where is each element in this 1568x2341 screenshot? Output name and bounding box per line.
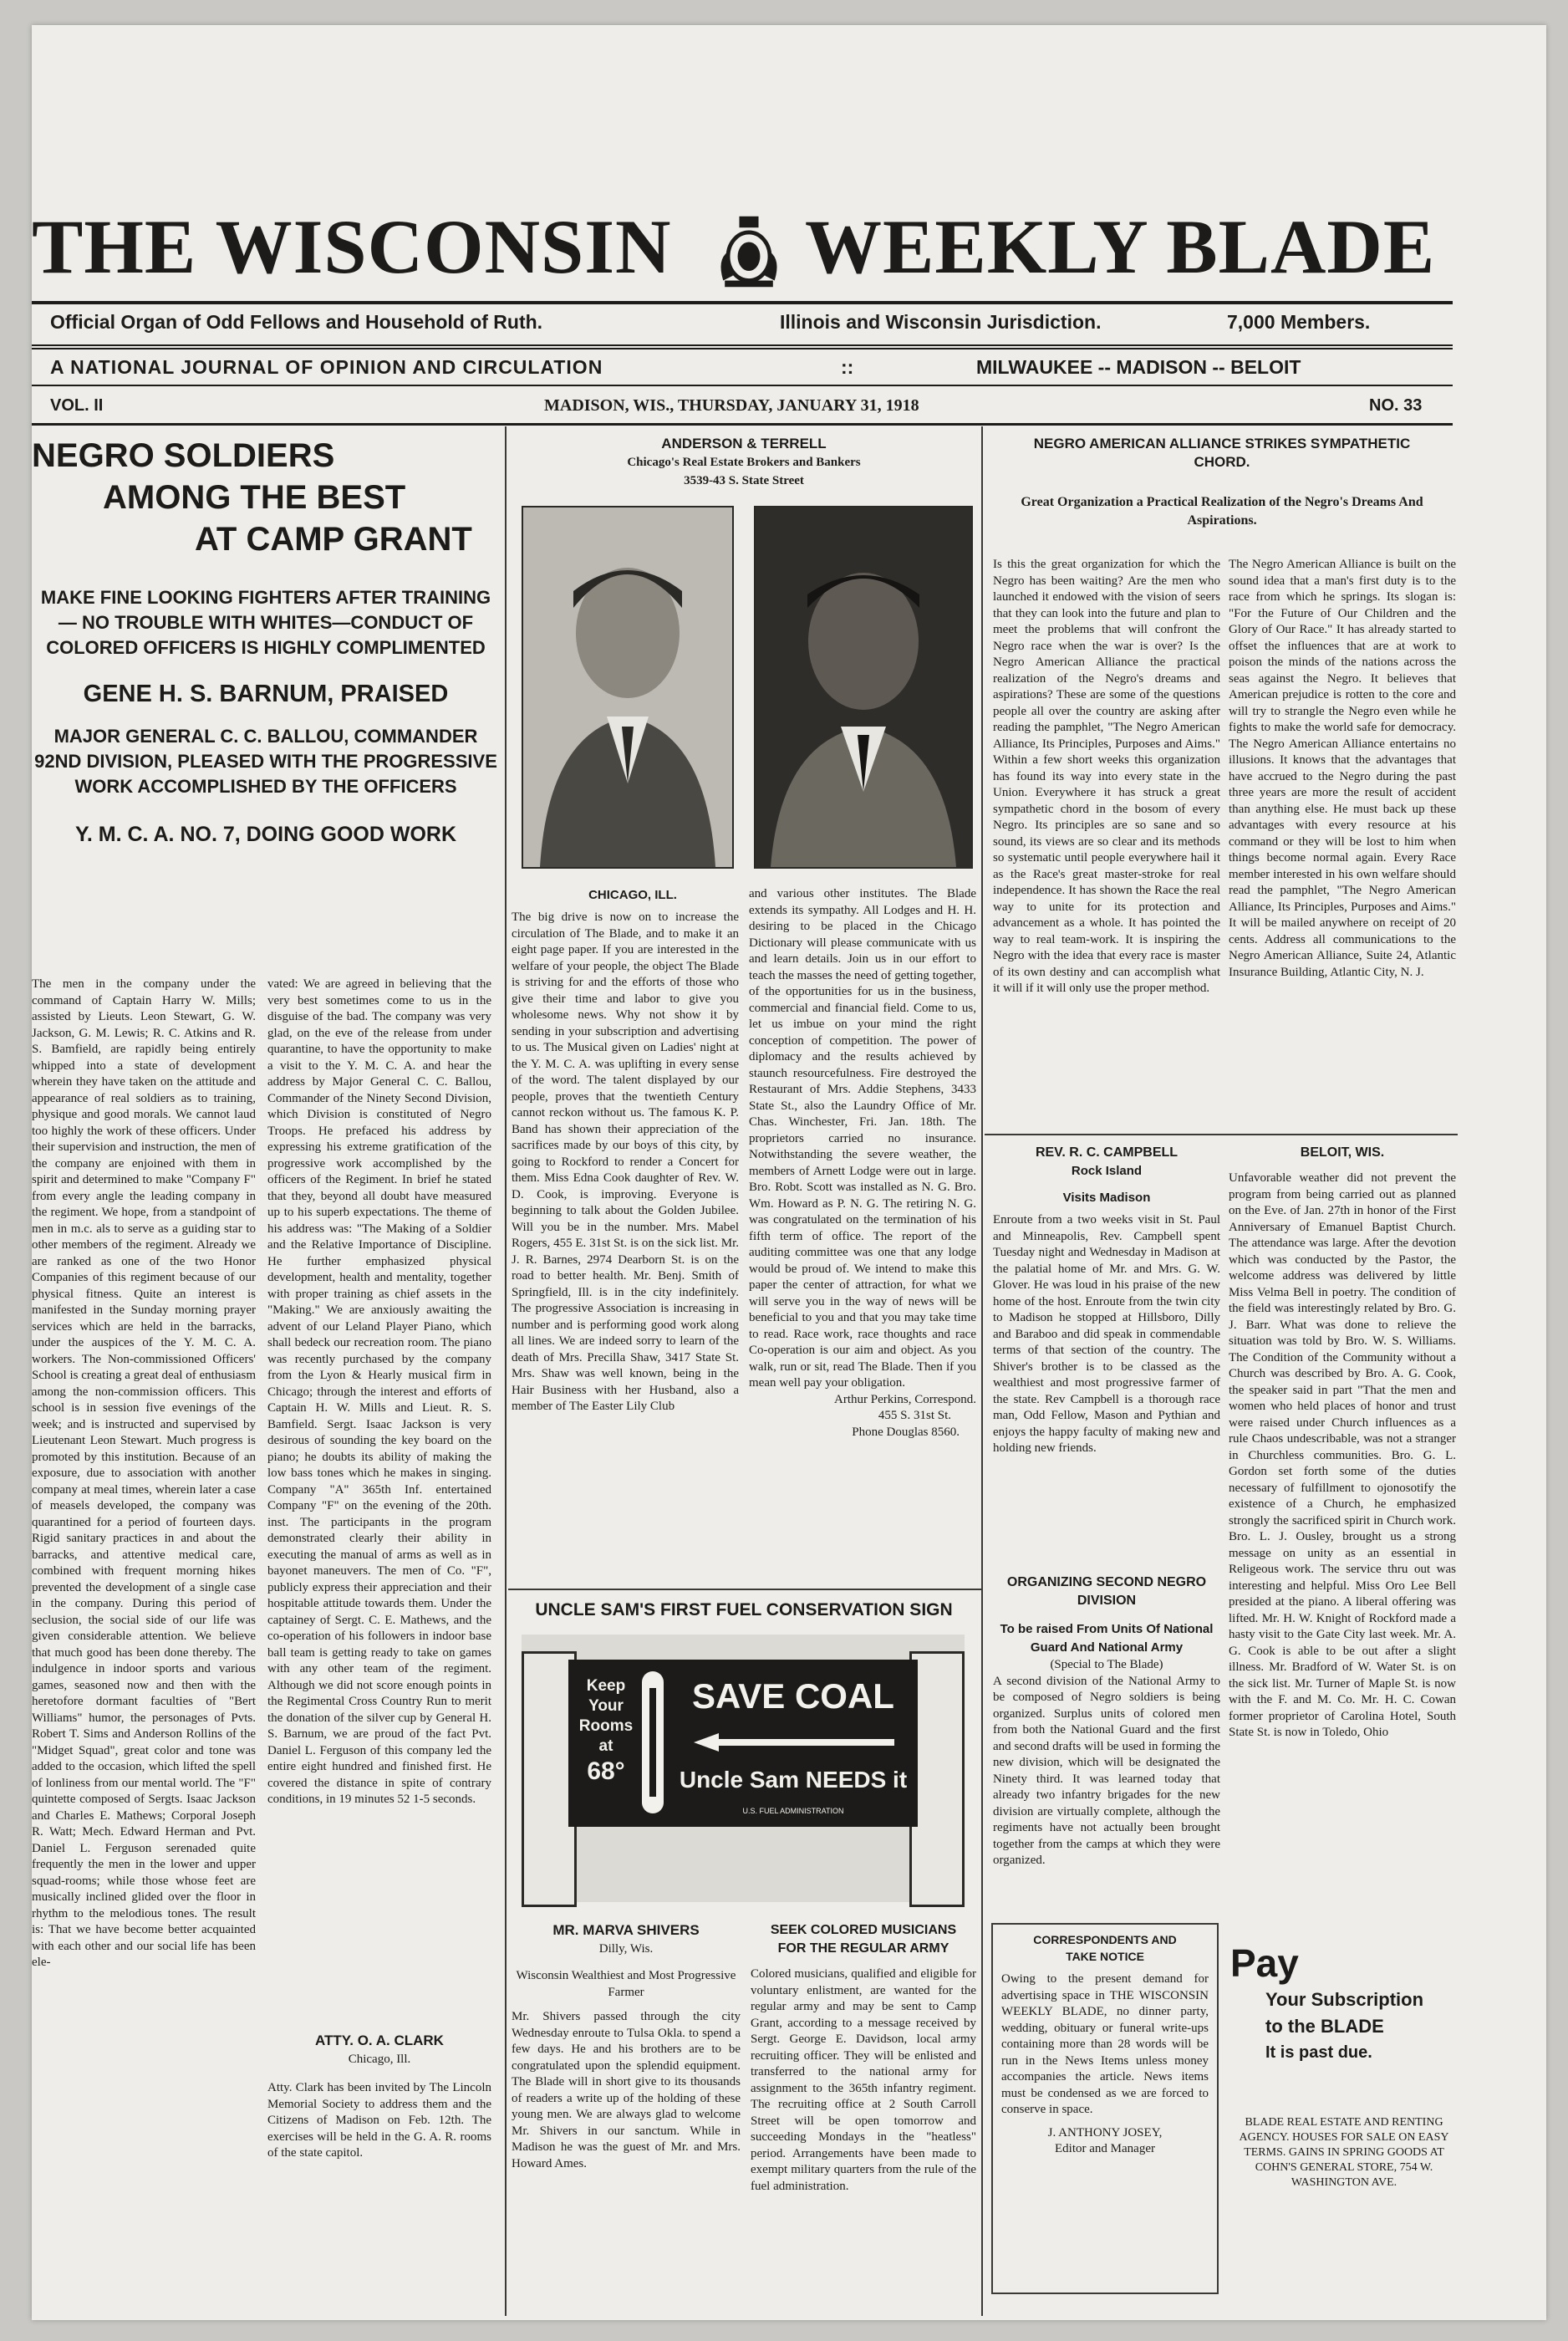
correspondent-name: Arthur Perkins, Correspond. <box>834 1392 976 1406</box>
pay-word: Pay <box>1230 1941 1299 1985</box>
fuel-sign-title-box <box>512 1597 976 1630</box>
dateline: MADISON, WIS., THURSDAY, JANUARY 31, 1918 <box>544 396 919 415</box>
ad-line-1: Chicago's Real Estate Brokers and Bankers <box>627 456 861 469</box>
keep-word: Keep <box>586 1677 626 1695</box>
correspondents-notice-box <box>991 1923 1219 2294</box>
header-members: 7,000 Members. <box>1227 311 1371 333</box>
masthead-title-right: WEEKLY BLADE <box>805 204 1436 289</box>
clark-headline: ATTY. O. A. CLARK <box>315 2032 444 2048</box>
fuel-sign <box>522 1635 965 1902</box>
portrait-photo-right <box>754 506 973 869</box>
ad-caption <box>512 886 754 906</box>
temperature-value: 68° <box>587 1757 625 1785</box>
lead-story-column-1 <box>32 977 256 2314</box>
sign-board <box>568 1660 918 1827</box>
campbell-article <box>993 1144 1220 1570</box>
lead-deck-1: MAKE FINE LOOKING FIGHTERS AFTER TRAINING — NO TROUBLE WITH WHITES—CONDUCT OF COLORED OFFICERS IS HIGHLY COMPLIMENTED <box>40 587 491 658</box>
alliance-deck: Great Organization a Practical Realization of the Negro's Dreams And Aspirations. <box>1021 495 1423 528</box>
at-word: at <box>598 1737 613 1755</box>
campbell-subhead-visit: Visits Madison <box>1062 1191 1151 1205</box>
fuel-sign-title: UNCLE SAM'S FIRST FUEL CONSERVATION SIGN <box>535 1600 953 1619</box>
header-rule <box>32 385 1453 386</box>
classified-text: BLADE REAL ESTATE AND RENTING AGENCY. HOUSES FOR SALE ON EASY TERMS. GAINS IN SPRING GOODS AT COHN'S GENERAL STORE, 754 W. WASHINGTON AVE. <box>1239 2116 1449 2189</box>
musicians-headline-1: SEEK COLORED MUSICIANS <box>770 1923 957 1937</box>
shivers-lede: Wisconsin Wealthiest and Most Progressive Farmer <box>516 1969 736 1999</box>
lead-headline-line-1: NEGRO SOLDIERS <box>32 437 335 474</box>
header-rule <box>32 344 1453 346</box>
pay-subscription-notice <box>1224 1940 1466 2107</box>
beloit-article <box>1229 1144 1456 1938</box>
classified-ad <box>1235 2115 1453 2216</box>
division-text: A second division of the National Army to be composed of Negro soldiers is being organized. Surplus units of colored men from both the National Guard and the first and second drafts will be used in forming the new division, which will be designated the Ninety third. It was learned today that already two infantry brigades for the new division are virtually complete, although the regiments have not actually been brought together from the camps at which they were organized. <box>993 1674 1220 1867</box>
campbell-subhead: Rock Island <box>1071 1164 1143 1178</box>
section-rule <box>985 1134 1458 1135</box>
lead-headline-line-3: AT CAMP GRANT <box>195 521 472 558</box>
uncle-sam-needs-text: Uncle Sam NEEDS it <box>679 1767 908 1793</box>
alliance-deck-box <box>988 493 1456 543</box>
editor-title: Editor and Manager <box>1055 2142 1155 2155</box>
correspondent-phone: Phone Douglas 8560. <box>852 1425 960 1439</box>
correspondent-address: 455 S. 31st St. <box>878 1409 951 1422</box>
header-separator: :: <box>841 356 854 378</box>
news-notes-text: and various other institutes. The Blade extends its sympathy. All Lodges and H. H. desiring to be placed in the Chicago Dictionary will please communicate with us and learn details. Join us in our effort to teach the masses the need of getting together, of the opportunities for us in the business, commercial and financial field. Come to us, let us imbue on your mind the right conception of competition. The power of diplomacy and the results achieved by staunch resourcefulness. Fire destroyed the Restaurant of Mrs. Addie Stephens, 3433 State St., also the Laundry Office of Mr. Chas. Winchester, Fri. Jan. 18th. The proprietors carried no insurance. Notwithstanding the severe weather, the members of Arnett Lodge were out in large. Bro. Robt. Scott was installed as N. G. Bro. Wm. Howard as P. N. G. The retiring N. G. was congratulated on the termination of his fifth term of office. The report of the auditing committee was one that any lodge would be proud of. We intend to make this paper the center of attraction, for what we will serve you in the way of news will be beneficial to you and that you may take time to read. Race work, race thoughts and race Co-operation is our aim and object. As you walk, run or sit, read The Blade. Then if you mean well pay your obligation. <box>749 887 976 1390</box>
issue-number: NO. 33 <box>1369 396 1423 415</box>
alliance-headline-2: CHORD. <box>1194 454 1250 470</box>
lead-story-text: vated: We are agreed in believing that the very best sometimes come to us in the disguise of the bad. The company was very glad, on the eve of the release from under quarantine, to have the opportunity to make a visit to the Y. M. C. A. and hear the address by Major General C. C. Ballou, Commander of the Ninety Second Division, which Division is constituted of Negro Troops. He prefaced his address by expressing his extreme gratification of the progressive work accomplished by the officers of the Regiment. In brief he stated that they, beyond all doubt have measured up to his superb expectations. The theme of his address was: "The Making of a Soldier and the Relative Importance of Discipline. He further emphasized physical development, health and mentality, together with proper training as chief assets in the "Making." We are anxiously awaiting the advent of our Leland Player Piano, which shall bedeck our recreation room. The piano was recently purchased by the company from the Lyon & Hearly musical firm in Chicago; through the interest and efforts of Captain H. W. Mills and Lieut. R. S. Bamfield. Sergt. Isaac Jackson is very desirous of sounding the key board on the piano; he doubts its ability of making the low bass tones which he makes in singing. Company "A" 365th Inf. entertained Company "F" on the evening of the 20th. inst. The participants in the program demonstrated clearly their ability in executing the manual of arms as well as in bayonet maneuvers. The men of Co. "F", publicly express their appreciation and their hospitable attitude towards them. Under the captainey of Sergt. C. E. Mathews, and the co-operation of his followers in indoor base ball team is getting ready to take on games with any other team of the regiment. Although we did not score enough points in the Regimental Cross Country Run to merit the donation of the silver cup by General H. S. Barnum, we are proud of the fact Pvt. Daniel L. Ferguson of this company led the entire eight hundred and finished first. He covered the distance in spite of contrary conditions, in 19 minutes 52 1-5 seconds. <box>267 977 491 1806</box>
campbell-headline: REV. R. C. CAMPBELL <box>1035 1145 1179 1160</box>
lead-subhead-ymca: Y. M. C. A. NO. 7, DOING GOOD WORK <box>74 823 457 846</box>
clark-text: Atty. Clark has been invited by The Lincoln Memorial Society to address them and the Citizens of Madison on Feb. 12th. The exercises will be held in the G. A. R. rooms of the state capitol. <box>267 2081 491 2160</box>
lead-story-headlines <box>32 435 500 970</box>
save-coal-text: SAVE COAL <box>692 1676 894 1716</box>
clark-article <box>267 2032 491 2308</box>
campbell-text: Enroute from a two weeks visit in St. Paul and Minneapolis, Rev. Campbell spent Tuesday night and Wednesday in Madison at the palatial home of Mr. and Mrs. G. W. Glover. He was loud in his praise of the new home of the host. Enroute from the twin city to Madison he stopped at Hillsboro, Dilly and Baraboo and did speak in commendable terms of that section of the country. The Shiver's brother is to be classed as the wealthiest and most progressive farmer of the state. Rev Campbell is a thorough race man, Odd Fellow, Mason and Pythian and enjoys the happy faculty of making new and holding new friends. <box>993 1213 1220 1455</box>
musicians-text: Colored musicians, qualified and eligible for voluntary enlistment, are wanted for the regular army and may be sent to Camp Grant, according to a message received by Sergt. George E. Davidson, local army recruiting officer. They will be enlisted and transferred to the national army for assignment to the 365th infantry regiment. The recruiting office at 2 South Carroll Street will be open tomorrow and succeeding Mondays in the "heatless" period. Arrangements have been made to exempt military quarters from the rule of the fuel administration. <box>751 1967 976 2193</box>
notice-text: Owing to the present demand for advertising space in THE WISCONSIN WEEKLY BLADE, no dinner party, wedding, obituary or funeral write-ups containing more than 28 words will be run in the News Items unless money accompanies the article. News items must be condensed as we are forced to conserve in space. <box>1001 1972 1209 2116</box>
fuel-administration-text: U.S. FUEL ADMINISTRATION <box>742 1807 844 1815</box>
shivers-headline: MR. MARVA SHIVERS <box>552 1922 700 1938</box>
notice-headline-1: CORRESPONDENTS AND <box>1033 1933 1177 1946</box>
shivers-subhead: Dilly, Wis. <box>598 1942 654 1956</box>
news-notes-column-2 <box>749 886 976 1579</box>
header-jurisdiction: Illinois and Wisconsin Jurisdiction. <box>780 311 1102 333</box>
news-notes-column-1 <box>512 910 739 1579</box>
alliance-column-1 <box>993 557 1220 1109</box>
beloit-headline: BELOIT, WIS. <box>1300 1145 1385 1160</box>
pay-line-2: to the BLADE <box>1265 2016 1384 2037</box>
editor-name: J. ANTHONY JOSEY, <box>1047 2125 1163 2140</box>
shivers-text: Mr. Shivers passed through the city Wednesday enroute to Tulsa Okla. to spend a few days. He and his brothers are to be congratulated upon the splendid equipment. The Blade will in short give to its thousands of readers a write up of the holding of these young men. We are always glad to welcome Mr. Shivers in our sanctum. While in Madison he was the guest of Mr. and Mrs. Howard Ames. <box>512 2010 741 2170</box>
division-headline-2: DIVISION <box>1077 1594 1137 1608</box>
alliance-column-2 <box>1229 557 1456 1109</box>
lead-story-column-2 <box>267 977 491 2013</box>
alliance-headline-1: NEGRO AMERICAN ALLIANCE STRIKES SYMPATHETIC <box>1033 436 1411 451</box>
header-journal: A NATIONAL JOURNAL OF OPINION AND CIRCULATION <box>50 356 603 378</box>
thermometer-icon <box>642 1671 664 1813</box>
shivers-article <box>512 1921 741 2314</box>
header-rule <box>32 348 1453 349</box>
ad-firm-name: ANDERSON & TERRELL <box>661 436 827 451</box>
pay-line-3: It is past due. <box>1265 2043 1372 2062</box>
your-word: Your <box>588 1697 624 1715</box>
notice-headline-2: TAKE NOTICE <box>1066 1950 1144 1963</box>
news-notes-text: The big drive is now on to increase the circulation of The Blade, and to make it an eight page paper. If you are interested in the welfare of your people, the object The Blade is striving for and the efforts of those who give their time and labor to give you wholesome news. Why not show it by sending in your subscription and advertising to us. The Musical given on Ladies' night at the Y. M. C. A. was uplifting in every sense of the word. The talent displayed by our people, proves that the twentieth Century cannot reckon without us. The famous K. P. Band has shown their appreciation of the sacrifices made by our boys of this city, by going to Rockford to render a Concert for them. Miss Edna Cook daughter of Rev. W. D. Cook, is improving. Everyone is beginning to talk about the Golden Jubilee. Will you be in the number. Mrs. Mabel Rogers, 455 E. 31st St. is on the sick list. Mr. J. R. Barnes, 2974 Dearborn St. is on the road to better health. Mr. Benj. Smith of Springfield, Ill. is in the city indefinitely. The progressive Association is increasing in number and is performing good work along all lines. We are indeed sorry to learn of the death of Mrs. Precilla Shaw, 3417 State St. Mrs. Shaw was well known, being in the Hair Business with her Husband, also a member of The Easter Lily Club <box>512 910 739 1413</box>
lead-subhead-barnum: GENE H. S. BARNUM, PRAISED <box>83 681 449 707</box>
section-rule <box>508 1589 981 1590</box>
beloit-text: Unfavorable weather did not prevent the program from being carried out as planned on the Eve. of Jan. 27th in honor of the First Anniversary of Emanuel Baptist Church. The attendance was large. After the devotion which was conducted by the Pastor, the welcome address was delivered by little Miss Velma Bell in poetry. The condition of the field was interestingly related by Bro. G. J. Barr. What was done to relieve the situation was told by Bro. W. S. Williams. The Condition of the Community without a Church was described by Bro. A. G. Cook, the speaker said in part "That the men and women who held places of honor and trust were raised under Church influences as a rule Chaos undescribable, was not a stranger in Churchless communities. Bro. G. L. Gordon set forth some of the duties necessary of fulfillment to ojonosotify the existence of a Church, he emphasized strongly the sacrificed spirit in Church work. Bro. L. J. Ousley, brought us a strong message on unity as an essential in Religeous work. The service thru out was interesting and helpful. Miss Oro Lee Bell presided at the piano. A liberal offering was lifted. Mr. H. W. Knight of Rockford made a hasty visit to the Gate City last week. Mr. A. G. Cook is able to be out after a slight illness. Mr. Bradford of W. Water St. is on the sick list. Mr. Turner of Maple St. is now with the F. and M. Co. Mr. H. C. Cowan former proprietor of Carolina Hotel, South State St. is now in Toledo, Ohio <box>1229 1171 1456 1739</box>
column-rule <box>505 426 507 2316</box>
pay-line-1: Your Subscription <box>1265 1989 1424 2010</box>
alliance-headline-box <box>988 435 1456 475</box>
masthead-title-left: THE WISCONSIN <box>32 204 672 289</box>
header-cities: MILWAUKEE -- MADISON -- BELOIT <box>976 356 1301 378</box>
arrow-left-icon <box>694 1733 894 1752</box>
column-rule <box>981 426 983 2316</box>
lead-headline-line-2: AMONG THE BEST <box>103 479 406 516</box>
rooms-word: Rooms <box>578 1717 634 1735</box>
musicians-headline-2: FOR THE REGULAR ARMY <box>777 1941 949 1956</box>
alliance-text: The Negro American Alliance is built on the sound idea that a man's first duty is to the race from which he springs. Its slogan is: "For the Future of Our Children and the Glory of Our Race." It has already started to offset the influences that are at work to poison the minds of the nations across the seas against the Negro. It believes that American prejudice is rotten to the core and will try to strangle the Negro even while he fights to make the world safe for democracy. The Negro American Alliance entertains no illusions. It knows that the advantages that have accrued to the Negro during the past three years are more the result of accident than anything else. He must back up these advantages with every resource at his command or they will be lost to him when things become normal again. Every Race member interested in his own welfare should read the pamphlet, "The Negro American Alliance, Its Principles, Purposes and Aims." It will be mailed anywhere on receipt of 20 cents. Address all communications to the Negro American Alliance, Suite 24, Atlantic Insurance Building, Atlantic City, N. J. <box>1229 558 1456 979</box>
alliance-text: Is this the great organization for which the Negro has been waiting? Are the men who launched it endowed with the vision of seers that they can look into the future and plan to meet the problems that will confront the Negro race when the war is over? Is the Negro American Alliance the practical realization of the Negro's dreams and aspirations? These are some of the questions people all over the country are asking after reading the pamphlet, "The Negro American Alliance, Its Principles, Purposes and Aims." Within a few short weeks this organization has found its way into every state in the Union. Everywhere it has struck a great sympathetic chord in the bosom of every Negro. Its principles are so sane and so sound, its views are so clear and its methods so systematic until people everywhere hail it as the Race's great master-stroke for real independence. It has shown the Race the real way to unite for its protection and advancement as a whole. It has pointed the way to real team-work. It is inspiring the Negro with the idea that every race is master of its own destiny and can accomplish what it will if it will only use the proper method. <box>993 558 1220 995</box>
keep-rooms-text <box>577 1676 635 1787</box>
header-organ: Official Organ of Odd Fellows and Household of Ruth. <box>50 311 543 333</box>
newspaper-page <box>32 25 1546 2320</box>
ad-line-2: 3539-43 S. State Street <box>684 474 804 487</box>
portrait-photo-left <box>522 506 734 869</box>
header-rule <box>32 301 1453 304</box>
division-deck: To be raised From Units Of National Guard And National Army <box>1000 1622 1214 1655</box>
ad-caption-text: CHICAGO, ILL. <box>588 888 677 902</box>
clark-subhead: Chicago, Ill. <box>348 2053 411 2066</box>
lead-deck-2: MAJOR GENERAL C. C. BALLOU, COMMANDER 92ND DIVISION, PLEASED WITH THE PROGRESSIVE WORK ACCOMPLISHED BY THE OFFICERS <box>34 726 497 797</box>
division-headline-1: ORGANIZING SECOND NEGRO <box>1006 1575 1207 1589</box>
state-seal-icon <box>709 212 789 292</box>
division-special: (Special to The Blade) <box>1050 1658 1163 1671</box>
header-rule <box>32 423 1453 426</box>
lead-story-text: The men in the company under the command of Captain Harry W. Mills; assisted by Lieuts. Leon Stewart, G. W. Jackson, G. M. Lewis; R. C. Atkins and R. S. Bamfield, are rapidly being entirely whipped into a state of development wherein they have taken on the attitude and appearance of real soldiers as to training, physique and good morals. We cannot laud too highly the work of these officers. Under their supervision and instruction, the men of the company are enjoined with them in spirit and determined to make "Company F" from every angle the leading company in the regiment. We hope, from a standpoint of men in m.c. als to serve as a guiding star to other members of the regiment. Already we are ranked as one of the two Honor Companies of this regiment because of our physical fitness. Quite an interest is manifested in the Sunday morning prayer services which are held in the barracks, under the auspices of the Y. M. C. A. workers. The Non-commissioned Officers' School is creating a great deal of enthusiasm among the non-commission officers. This school is in session five evenings of the week; and is instructed and supervised by Lieutenant Leon Stewart. Much progress is promoted by this institution. Because of an exposure, due to association with another company at meal times, wherein later a case of measels developed, the company was quarantined for a period of fourteen days. Rigid sanitary practices in and about the barracks, and attentive medical care, combined with frequent morning hikes prevented the development of a single case in the company. During this period of seclusion, the social side of our life was given considerable attention. We believe that much good has been done thereby. The indulgence in indoor sports and various games, seasoned now and then with the heretofore dormant faculties of "Bert Williams" humor, the personages of Pvts. Robert T. Sims and Anderson Rollins of the "Midget Squad", great color and tone was added to the occasion, which lifted the spell of lonliness from our mental world. The "F" quintette composed of Sergts. Isaac Jackson and Charles E. Mathews; Corporal Joseph R. Watt; Mech. Edward Herman and Pvt. Daniel L. Ferguson serenaded quite frequently the men in the lower and upper squad-rooms; while those whose feet are musically inclined glided over the floor in rhythm to the melodious tones. The result is: That we have become better acquainted with each other and our social life has been ele- <box>32 977 256 1969</box>
masthead <box>32 205 1546 288</box>
musicians-article <box>751 1921 976 2314</box>
volume-number: VOL. II <box>50 396 104 415</box>
